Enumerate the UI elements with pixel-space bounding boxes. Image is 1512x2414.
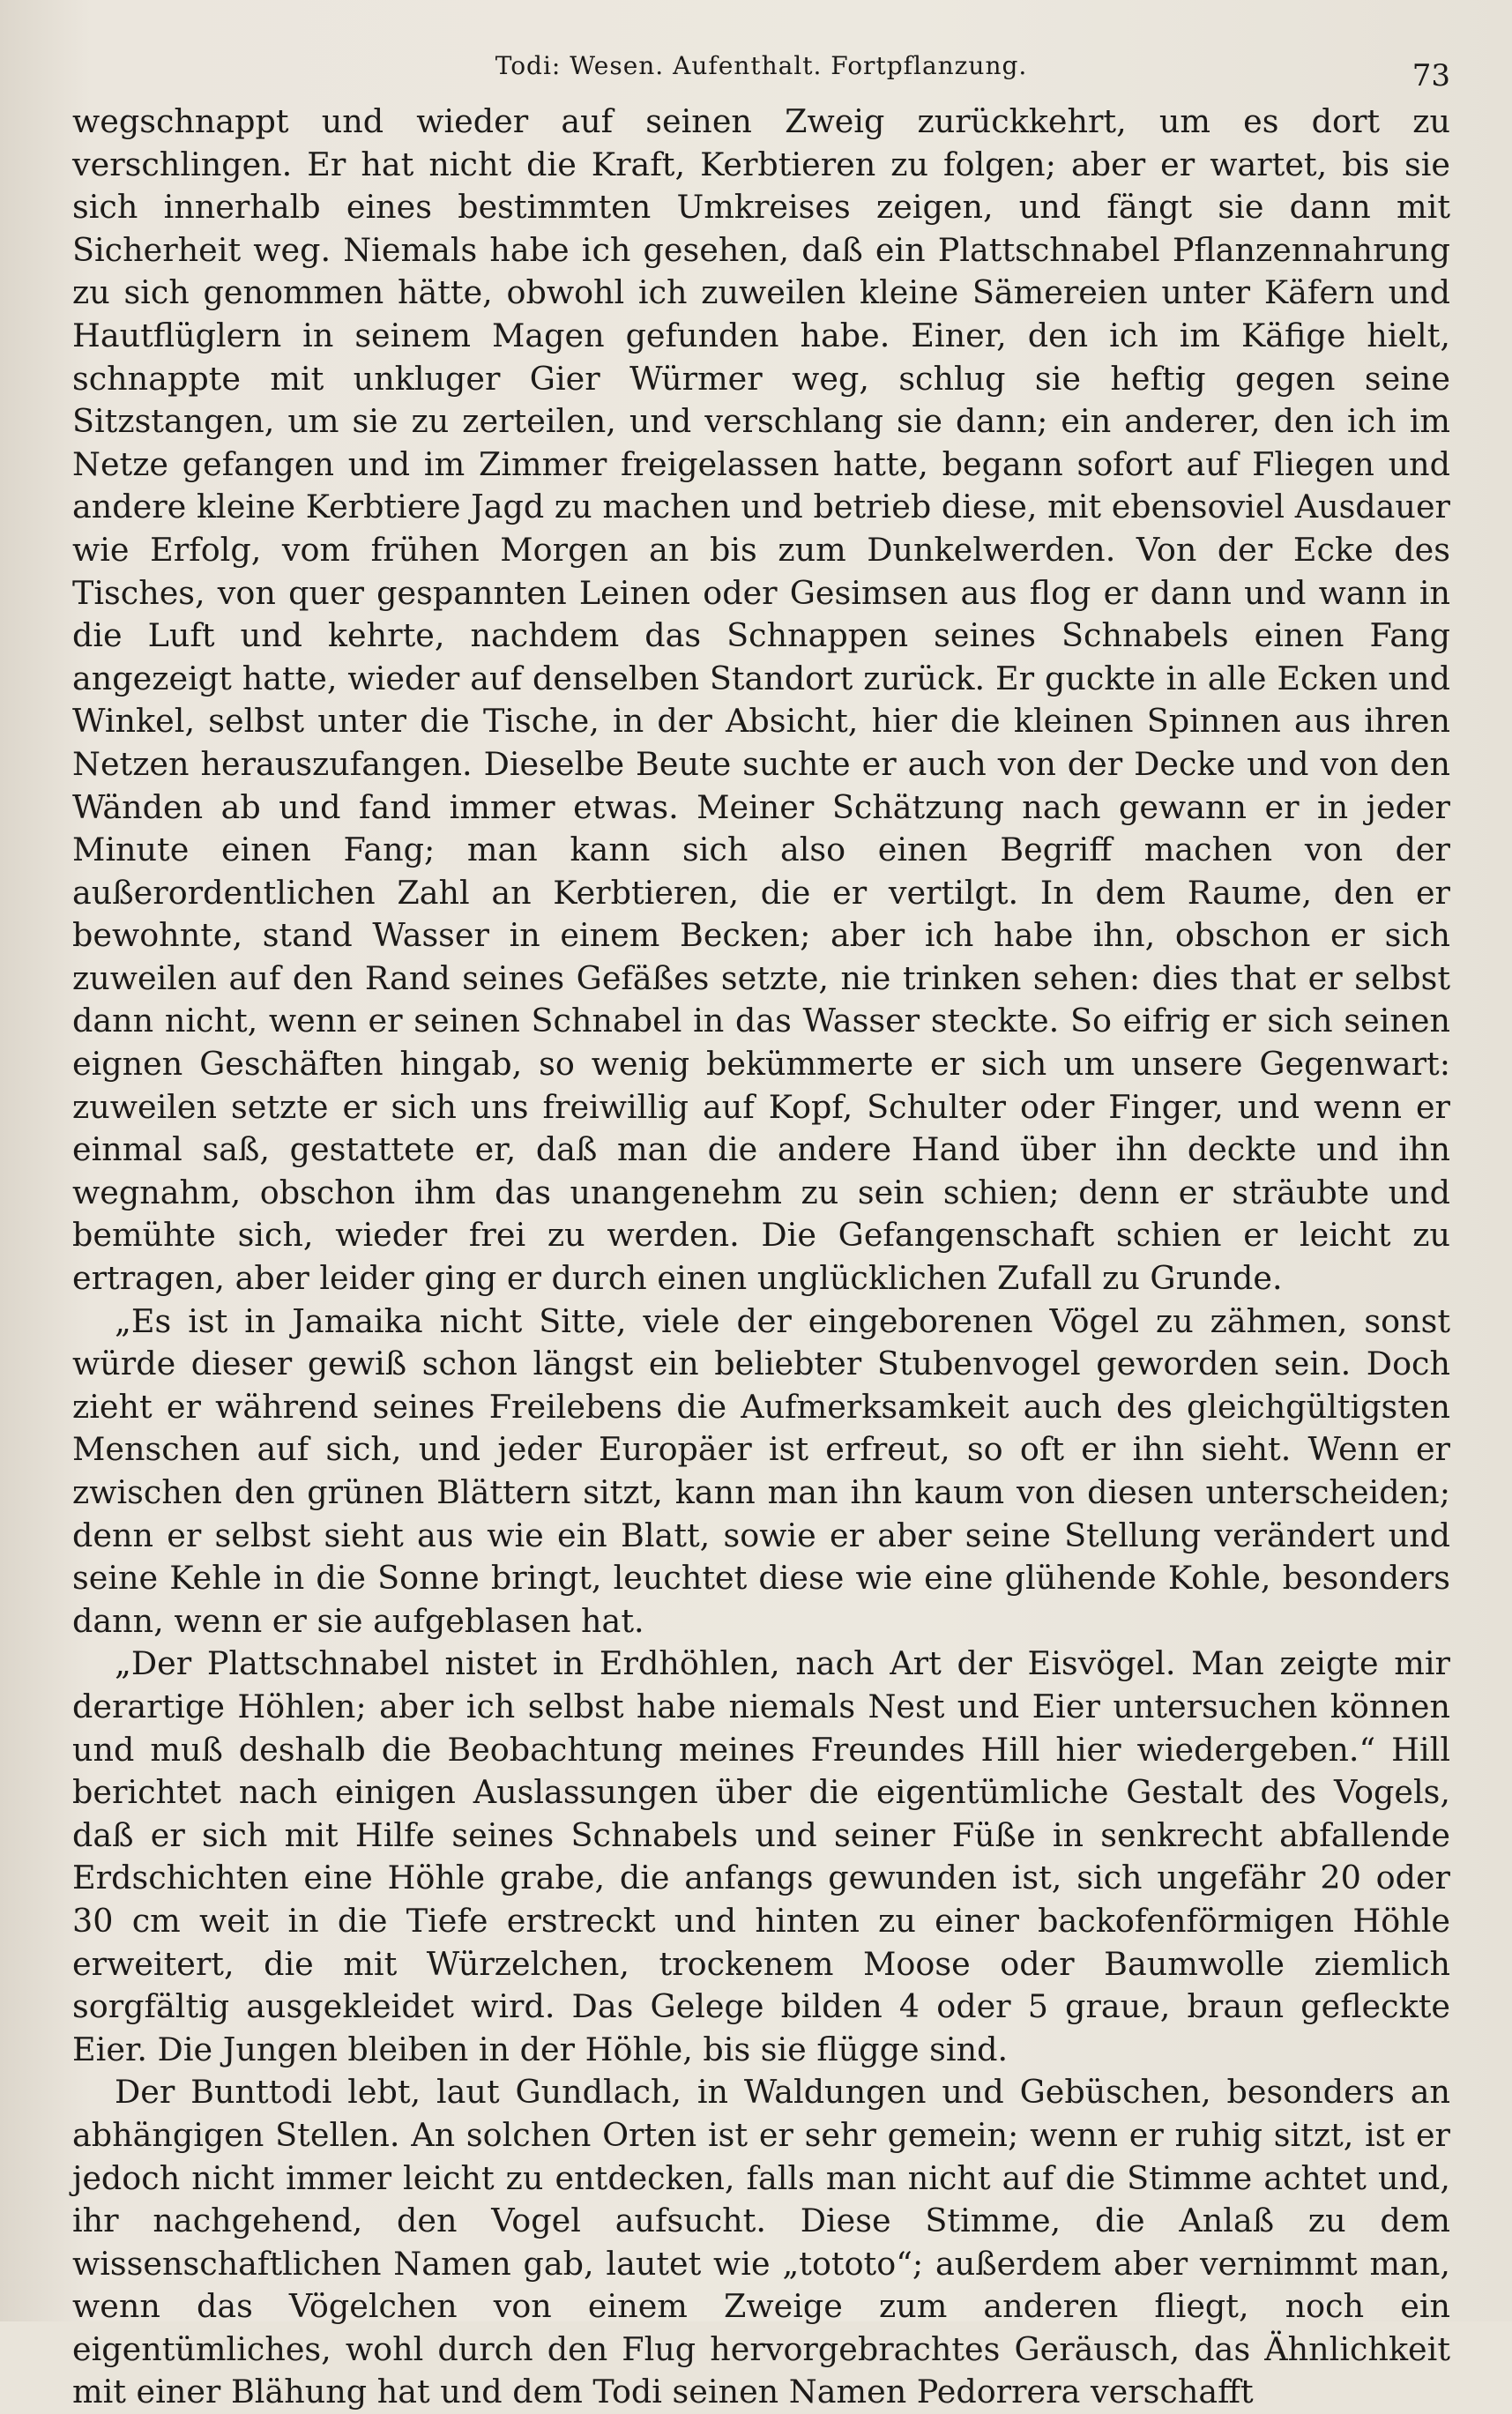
paragraph-3: „Der Plattschnabel nistet in Erdhöhlen, nach Art der Eisvögel. Man zeigte mir derartige Höhlen; aber ich selbst habe niemals Nest und Eier untersuchen können und muß deshalb die Beobachtung meines Freundes Hill hier wiedergeben.“ Hill berichtet nach einigen Auslassungen über die eigentümliche Gestalt des Vogels, daß er sich mit Hilfe seines Schnabels und seiner Füße in senkrecht abfallende Erdschichten eine Höhle grabe, die anfangs gewunden ist, sich ungefähr 20 oder 30 cm weit in die Tiefe erstreckt und hinten zu einer backofenförmigen Höhle erweitert, die mit Würzelchen, trockenem Moose oder Baumwolle ziemlich sorgfältig ausgekleidet wird. Das Gelege bilden 4 oder 5 graue, braun gefleckte Eier. Die Jungen bleiben in der Höhle, bis sie flügge sind. [72, 1644, 1450, 2068]
running-title: Todi: Wesen. Aufenthalt. Fortpflanzung. [495, 51, 1028, 80]
paragraph-1: wegschnappt und wieder auf seinen Zweig zurückkehrt, um es dort zu verschlingen. Er hat nicht die Kraft, Kerbtieren zu folgen; aber er wartet, bis sie sich innerhalb eines bestimmten Umkreises zeigen, und fängt sie dann mit Sicherheit weg. Niemals habe ich gesehen, daß ein Plattschnabel Pflanzennahrung zu sich genommen hätte, obwohl ich zuweilen kleine Sämereien unter Käfern und Hautflüglern in seinem Magen gefunden habe. Einer, den ich im Käfige hielt, schnappte mit unkluger Gier Würmer weg, schlug sie heftig gegen seine Sitzstangen, um sie zu zerteilen, und verschlang sie dann; ein anderer, den ich im Netze gefangen und im Zimmer freigelassen hatte, begann sofort auf Fliegen und andere kleine Kerbtiere Jagd zu machen und betrieb diese, mit ebensoviel Ausdauer wie Erfolg, vom frühen Morgen an bis zum Dunkelwerden. Von der Ecke des Tisches, von quer gespannten Leinen oder Gesimsen aus flog er dann und wann in die Luft und kehrte, nachdem das Schnappen seines Schnabels einen Fang angezeigt hatte, wieder auf denselben Standort zurück. Er guckte in alle Ecken und Winkel, selbst unter die Tische, in der Absicht, hier die kleinen Spinnen aus ihren Netzen herauszufangen. Dieselbe Beute suchte er auch von der Decke und von den Wänden ab und fand immer etwas. Meiner Schätzung nach gewann er in jeder Minute einen Fang; man kann sich also einen Begriff machen von der außerordentlichen Zahl an Kerbtieren, die er vertilgt. In dem Raume, den er bewohnte, stand Wasser in einem Becken; aber ich habe ihn, obschon er sich zuweilen auf den Rand seines Gefäßes setzte, nie trinken sehen: dies that er selbst dann nicht, wenn er seinen Schnabel in das Wasser steckte. So eifrig er sich seinen eignen Geschäften hingab, so wenig bekümmerte er sich um unsere Gegenwart: zuweilen setzte er sich uns freiwillig auf Kopf, Schulter oder Finger, und wenn er einmal saß, gestattete er, daß man die andere Hand über ihn deckte und ihn wegnahm, obschon ihm das unangenehm zu sein schien; denn er sträubte und bemühte sich, wieder frei zu werden. Die Gefangenschaft schien er leicht zu ertragen, aber leider ging er durch einen unglücklichen Zufall zu Grunde. [72, 102, 1450, 1298]
paragraph-4: Der Bunttodi lebt, laut Gundlach, in Waldungen und Gebüschen, besonders an abhängigen Stellen. An solchen Orten ist er sehr gemein; wenn er ruhig sitzt, ist er jedoch nicht immer leicht zu entdecken, falls man nicht auf die Stimme achtet und, ihr nachgehend, den Vogel aufsucht. Diese Stimme, die Anlaß zu dem wissenschaftlichen Namen gab, lautet wie „tototo“; außerdem aber vernimmt man, wenn das Vögelchen von einem Zweige zum anderen fliegt, noch ein eigentümliches, wohl durch den Flug hervorgebrachtes Geräusch, das Ähnlichkeit mit einer Blähung hat und dem Todi seinen Namen Pedorrera verschafft [72, 2073, 1450, 2411]
text-body [72, 101, 1450, 2414]
page-number: 73 [1411, 58, 1450, 93]
paragraph-2: „Es ist in Jamaika nicht Sitte, viele der eingeborenen Vögel zu zähmen, sonst würde dieser gewiß schon längst ein beliebter Stubenvogel geworden sein. Doch zieht er während seines Freilebens die Aufmerksamkeit auch des gleichgültigsten Menschen auf sich, und jeder Europäer ist erfreut, so oft er ihn sieht. Wenn er zwischen den grünen Blättern sitzt, kann man ihn kaum von diesen unterscheiden; denn er selbst sieht aus wie ein Blatt, sowie er aber seine Stellung verändert und seine Kehle in die Sonne bringt, leuchtet diese wie eine glühende Kohle, besonders dann, wenn er sie aufgeblasen hat. [72, 1301, 1450, 1640]
running-head [72, 46, 1450, 101]
